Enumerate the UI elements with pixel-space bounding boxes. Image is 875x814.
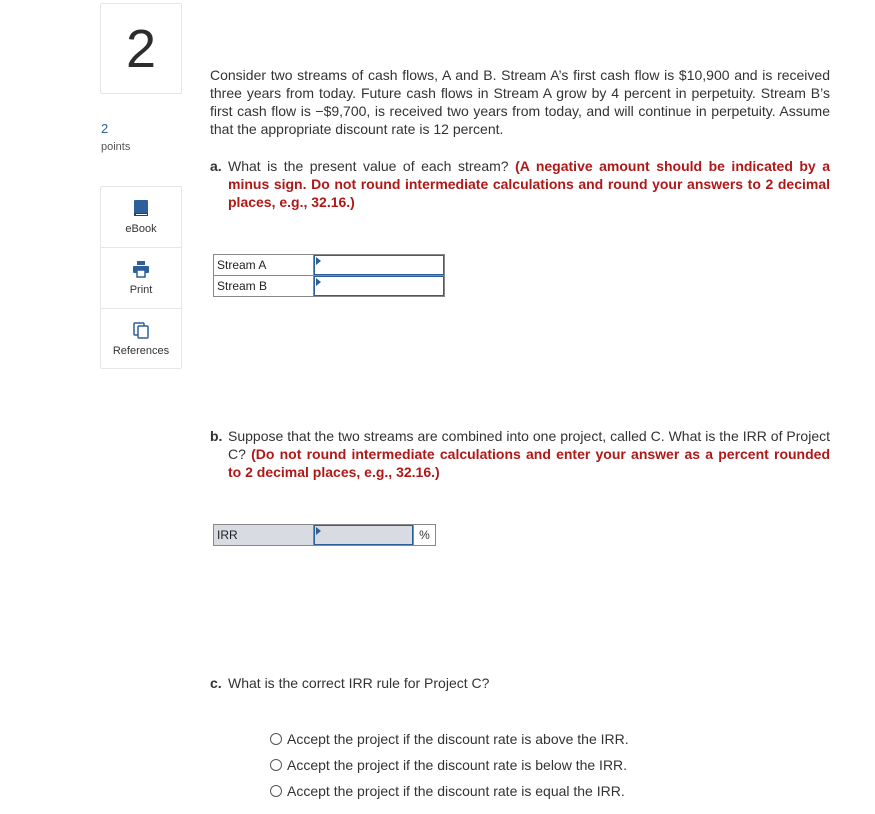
radio-button[interactable] <box>270 733 282 745</box>
part-c-options <box>270 726 629 804</box>
part-a-answer-table <box>213 254 445 297</box>
irr-label: IRR <box>214 525 314 546</box>
ebook-icon <box>132 199 150 217</box>
references-button[interactable] <box>101 309 181 370</box>
table-row <box>214 255 445 276</box>
ebook-label: eBook <box>125 223 157 235</box>
part-b-letter: b. <box>210 428 223 444</box>
stream-a-label: Stream A <box>214 255 314 276</box>
points-value: 2 <box>101 121 109 136</box>
part-b-answer-table <box>213 524 436 546</box>
part-a-letter: a. <box>210 158 222 174</box>
stream-a-input[interactable] <box>314 255 445 276</box>
table-row <box>214 525 436 546</box>
part-a-question <box>210 157 830 211</box>
print-button[interactable] <box>101 248 181 309</box>
part-b-instruction: (Do not round intermediate calculations and enter your answer as a percent rounded to 2 decimal places, e.g., 32.16.) <box>228 446 830 480</box>
part-c-text: What is the correct IRR rule for Project C? <box>228 675 490 691</box>
part-a-text: What is the present value of each stream? <box>228 158 509 174</box>
table-row <box>214 276 445 297</box>
option-above-irr[interactable] <box>270 726 629 752</box>
part-b-question <box>210 427 830 481</box>
question-number: 2 <box>100 3 182 94</box>
option-label: Accept the project if the discount rate is above the IRR. <box>287 731 629 747</box>
part-b-text: Suppose that the two streams are combined into one project, called C. What is the IRR of Project C? <box>228 428 830 462</box>
option-equal-irr[interactable] <box>270 778 629 804</box>
points-label: points <box>101 141 131 153</box>
stream-b-label: Stream B <box>214 276 314 297</box>
radio-button[interactable] <box>270 759 282 771</box>
problem-intro: Consider two streams of cash flows, A and B. Stream A’s first cash flow is $10,900 and is received three years from today. Future cash flows in Stream A grow by 4 percent in perpetuity. Stream B’s first cash flow is −$9,700, is received two years from today, and will continue in perpetuity. Assume that the appropriate discount rate is 12 percent. <box>210 67 830 137</box>
option-label: Accept the project if the discount rate is equal the IRR. <box>287 783 625 799</box>
option-label: Accept the project if the discount rate is below the IRR. <box>287 757 628 773</box>
part-a-instruction: (A negative amount should be indicated by a minus sign. Do not round intermediate calculations and round your answers to 2 decimal places, e.g., 32.16.) <box>228 158 831 210</box>
part-c-letter: c. <box>210 675 222 691</box>
references-label: References <box>112 345 170 357</box>
ebook-button[interactable] <box>101 187 181 248</box>
irr-input[interactable] <box>314 525 414 546</box>
irr-unit: % <box>414 525 436 546</box>
print-label: Print <box>129 284 153 296</box>
radio-button[interactable] <box>270 785 282 797</box>
stream-b-input[interactable] <box>314 276 445 297</box>
references-icon <box>132 321 150 339</box>
print-icon <box>132 260 150 278</box>
option-below-irr[interactable] <box>270 752 629 778</box>
part-c-question <box>210 674 830 692</box>
tools-panel <box>100 186 182 369</box>
